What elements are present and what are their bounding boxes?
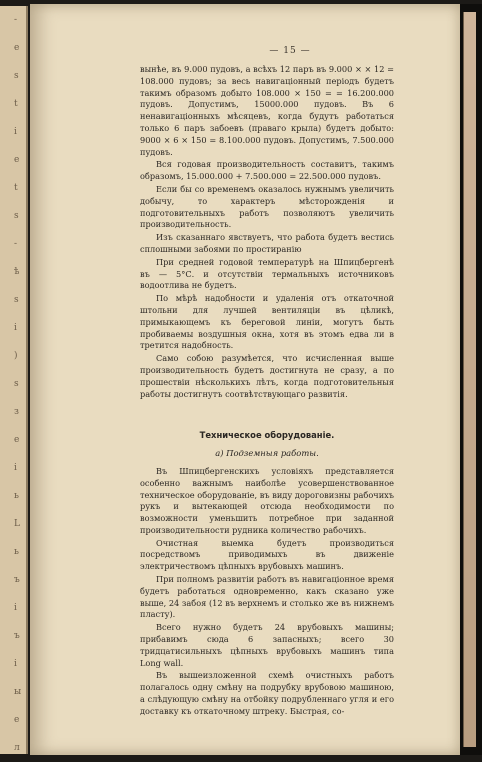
margin-fragment: i xyxy=(14,127,17,137)
margin-fragment: ъ xyxy=(14,631,20,641)
paragraph: Если бы со временемъ оказалось нужнымъ увеличить добычу, то характеръ мѣсторожденія и подготовительныхъ работъ позволяютъ увеличить производительность. xyxy=(140,183,394,230)
paragraph: Всего нужно будетъ 24 врубовыхъ машины; прибавимъ сюда 6 запасныхъ; всего 30 тридцатисильныхъ цѣпныхъ врубовыхъ машинъ типа Long wall. xyxy=(140,622,394,668)
margin-fragment: s xyxy=(14,379,19,389)
margin-fragment: ь xyxy=(14,491,19,501)
previous-page-edge xyxy=(0,6,28,754)
paragraph: Въ Шпицбергенскихъ условіяхъ представляется особенно важнымъ наиболѣе усовершенствованное техническое оборудованіе, въ виду дороговизны рабочихъ рукъ и вытекающей отсюда необходимости по возможности уменьшить потребное при заданной производительности рудника количество рабочихъ. xyxy=(140,465,394,535)
next-page-edge xyxy=(463,12,476,747)
margin-fragment: i xyxy=(14,603,17,613)
paragraphs-before xyxy=(140,64,394,400)
margin-fragment: i xyxy=(14,463,17,473)
section-title: Техническое оборудованіе. xyxy=(199,430,335,441)
paragraph: При полномъ развитіи работъ въ навигаціонное время будетъ работаться одновременно, какъ сказано уже выше, 24 забоя (12 въ верхнемъ и столько же въ нижнемъ пласту). xyxy=(140,574,394,620)
paragraphs-after xyxy=(140,466,394,718)
paragraph: Изъ сказаннаго явствуетъ, что работа будетъ вестись сплошными забоями по простиранію xyxy=(140,232,394,254)
margin-fragment: t xyxy=(14,99,18,109)
margin-fragment: л xyxy=(14,743,20,753)
page-number: — 15 — xyxy=(269,46,311,56)
margin-fragment: s xyxy=(14,295,19,305)
margin-fragment: ѣ xyxy=(14,267,20,277)
margin-fragment: ) xyxy=(14,351,18,361)
margin-fragment: t xyxy=(14,183,18,193)
margin-fragment: ы xyxy=(14,687,22,697)
margin-fragment: - xyxy=(14,239,18,249)
margin-fragment: ъ xyxy=(14,575,20,585)
margin-fragment: s xyxy=(14,71,19,81)
paragraph: При средней годовой температурѣ на Шпицбергенѣ въ — 5°С. и отсутствіи термальныхъ источниковъ водоотлива не будетъ. xyxy=(140,256,394,291)
margin-fragment: ь xyxy=(14,547,19,557)
margin-fragment: s xyxy=(14,211,19,221)
margin-fragment: e xyxy=(14,715,20,725)
subsection-title: а) Подземныя работы. xyxy=(215,448,319,459)
paragraph: Очистная выемка будетъ производиться посредствомъ приводимыхъ въ движеніе электричествомъ цѣпныхъ врубовыхъ машинъ. xyxy=(140,537,394,572)
paragraph: Само собою разумѣется, что исчисленная выше производительность будетъ достигнута не сразу, а по прошествіи нѣсколькихъ лѣтъ, когда подготовительныя работы достигнутъ соотвѣтствующаго развитія. xyxy=(140,353,394,399)
paragraph: Въ вышеизложенной схемѣ очистныхъ работъ полагалось одну смѣну на подрубку врубовою машиною, а слѣдующую смѣну на отбойку подрубленнаго угля и его доставку къ откаточному штреку. Быстрая, со- xyxy=(140,670,394,716)
paragraph: вынѣе, въ 9.000 пудовъ, а всѣхъ 12 паръ въ 9.000 × × 12 = 108.000 пудовъ; за весь навигаціонный періодъ будетъ такимъ образомъ добыто 108.000 × 150 = = 16.200.000 пудовъ. Допустимъ, 15000.000 пудовъ. Въ 6 ненавигаціонныхъ мѣсяцевъ, когда будутъ работаться только 6 паръ забоевъ (праваго крыла) будетъ добыто: 9000 × 6 × 150 = 8.100.000 пудовъ. Допустимъ, 7.500.000 пудовъ. xyxy=(140,64,394,157)
margin-fragment: e xyxy=(14,435,20,445)
paragraph: По мѣрѣ надобности и удаленія отъ откаточной штольни для лучшей вентиляціи въ цѣликѣ, примыкающемъ къ береговой линіи, могутъ быть пробиваемы воздушныя окна, хотя въ этомъ едва ли в третится надобность. xyxy=(140,293,394,351)
page-text xyxy=(140,46,394,719)
margin-fragment: i xyxy=(14,323,17,333)
margin-fragment: e xyxy=(14,43,20,53)
paragraph: Вся годовая производительность составитъ, такимъ образомъ, 15.000.000 + 7.500.000 = 22.500.000 пудовъ. xyxy=(140,159,394,182)
margin-fragment: i xyxy=(14,659,17,669)
margin-fragment: L xyxy=(14,519,20,529)
margin-fragment: e xyxy=(14,155,20,165)
margin-fragment: з xyxy=(14,407,19,417)
margin-fragment: - xyxy=(14,15,18,25)
previous-page-fragments xyxy=(0,6,26,762)
